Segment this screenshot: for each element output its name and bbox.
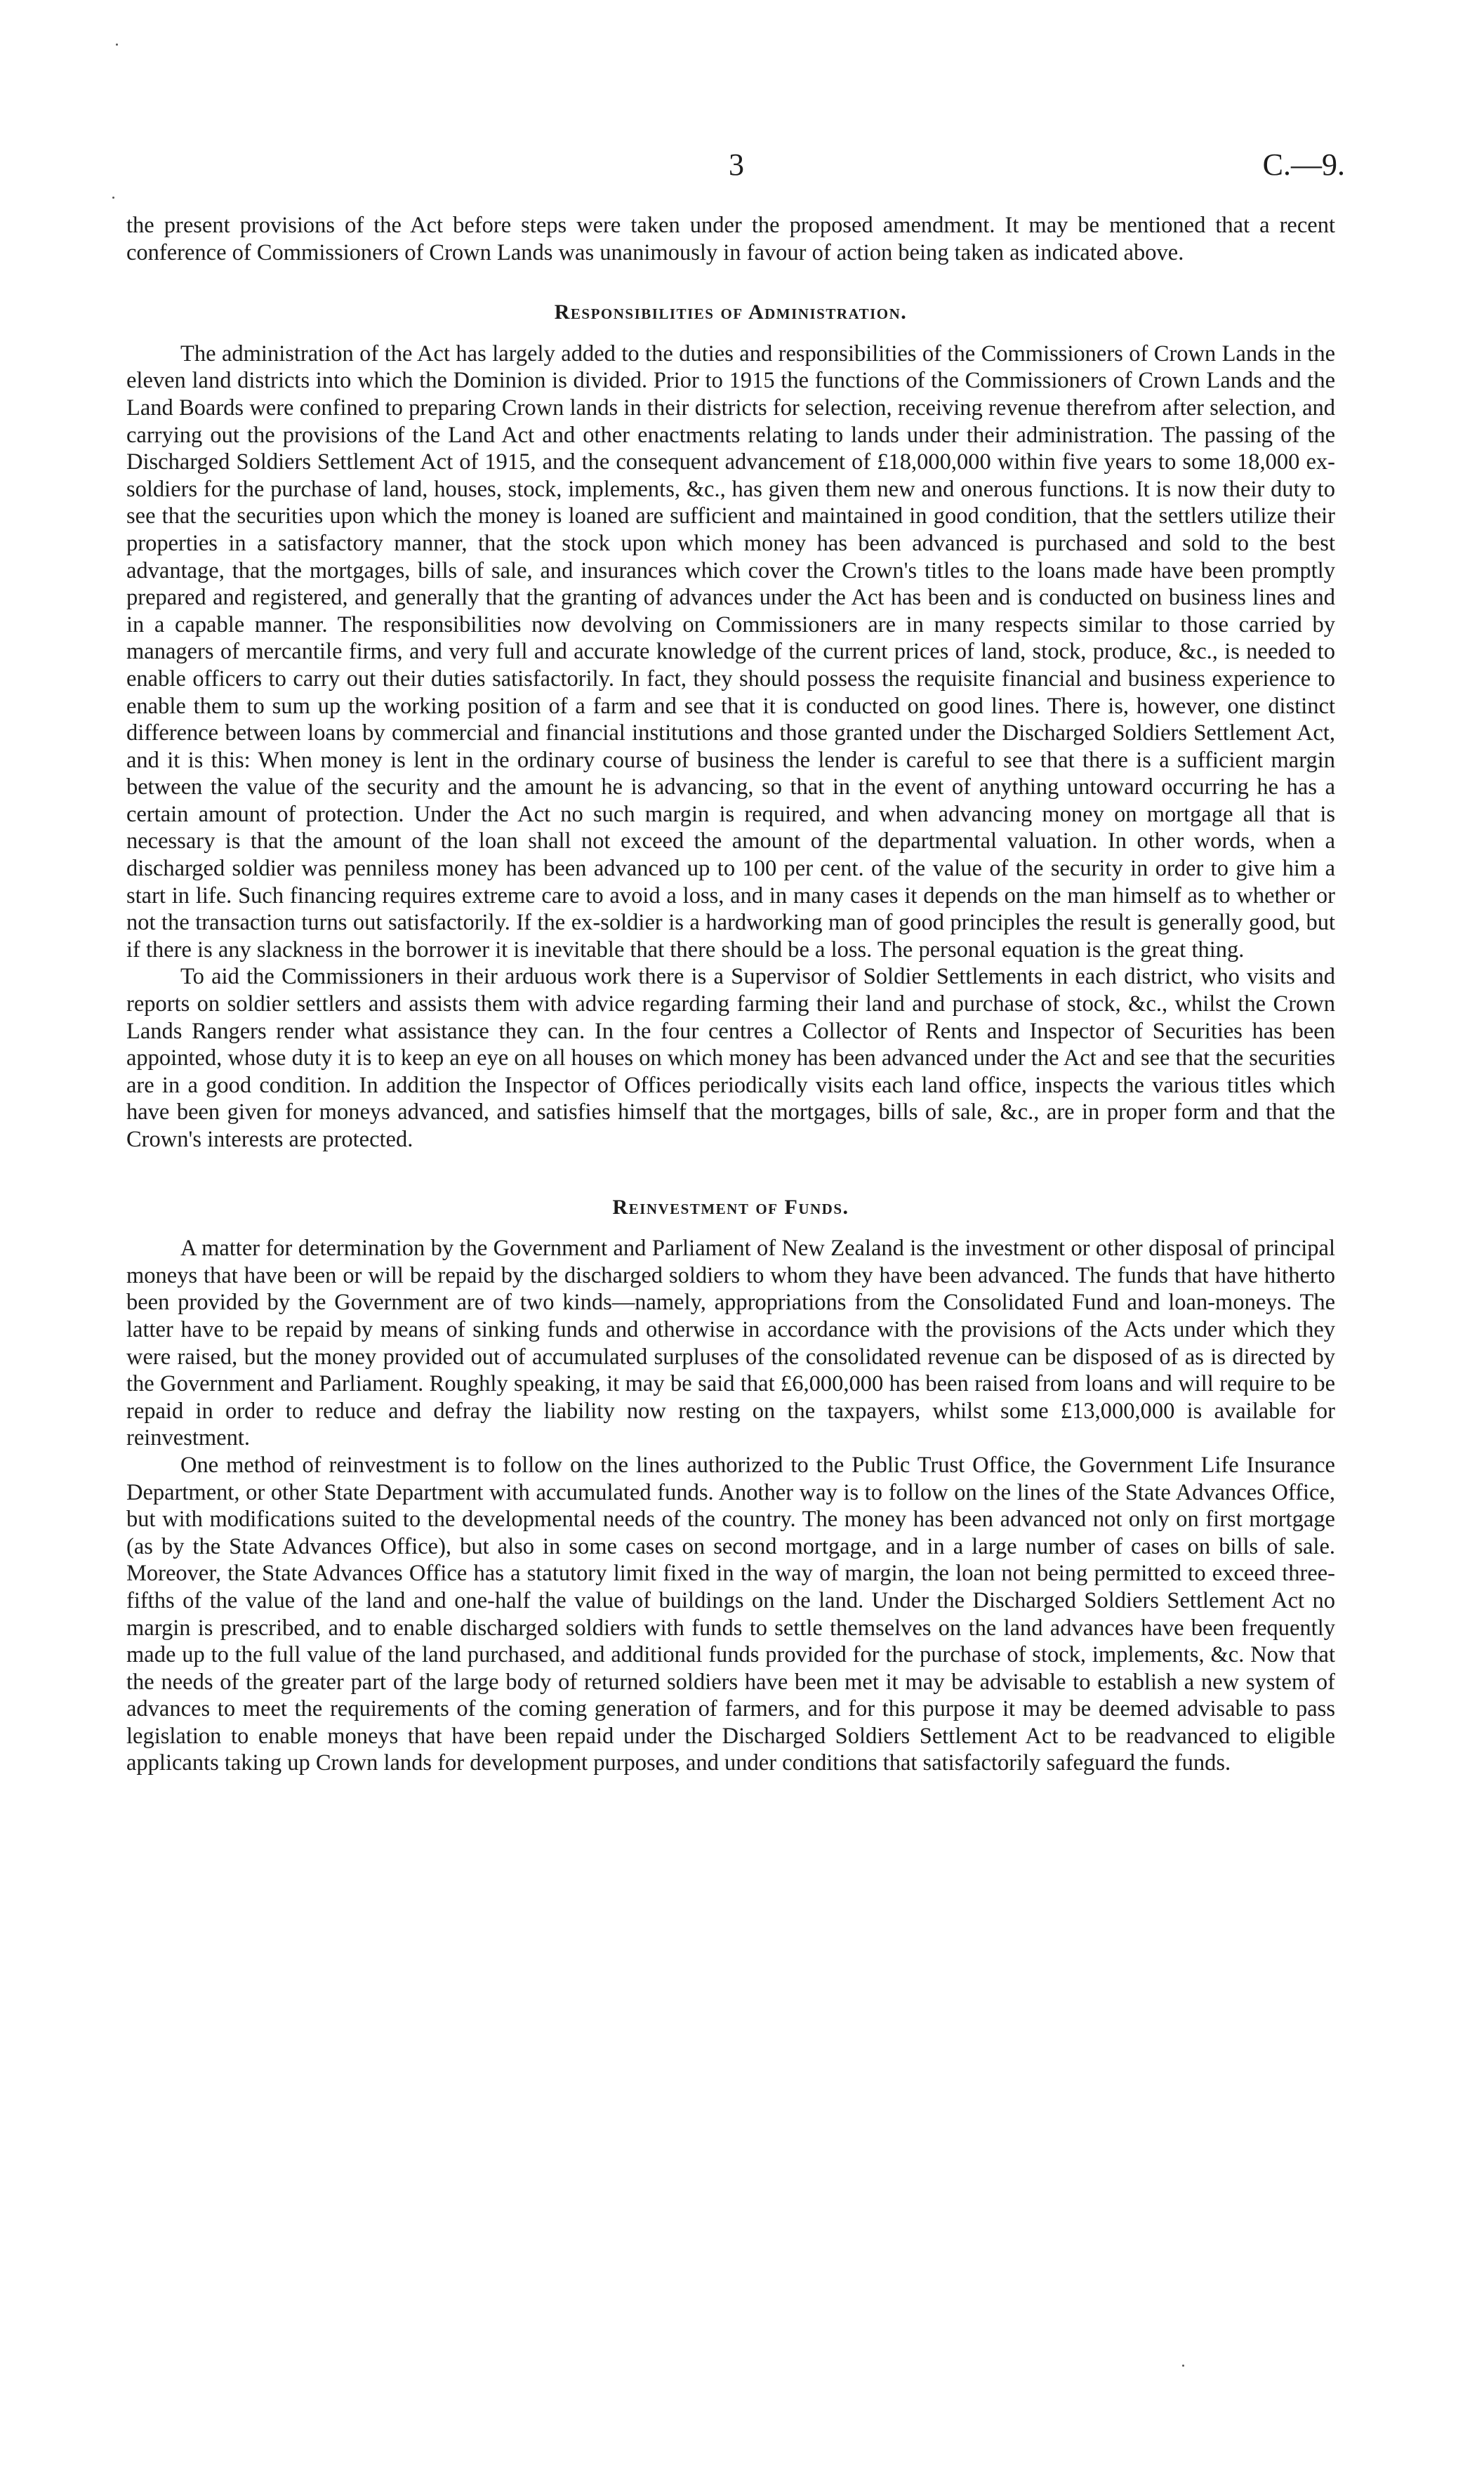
scan-speck xyxy=(112,197,114,199)
document-reference: C.—9. xyxy=(1262,147,1345,182)
responsibilities-paragraph-2: To aid the Commissioners in their arduous work there is a Supervisor of Soldier Settlements in each district, who visits and reports on soldier settlers and assists them with advice regarding farming their land and purchase of stock, &c., whilst the Crown Lands Rangers render what assistance they can. In the four centres a Collector of Rents and Inspector of Securities has been appointed, whose duty it is to keep an eye on all houses on which money has been advanced under the Act and see that the securities are in a good condition. In addition the Inspector of Offices periodically visits each land office, inspects the various titles which have been given for moneys advanced, and satisfies himself that the mortgages, bills of sale, &c., are in proper form and that the Crown's interests are protected. xyxy=(126,964,1336,1152)
responsibilities-paragraph-1: The administration of the Act has largely added to the duties and responsibilities of the Commissioners of Crown Lands in the eleven land districts into which the Dominion is divided. Prior to 1915 the functions of the Commissioners of Crown Lands and the Land Boards were confined to preparing Crown lands in their districts for selection, receiving revenue therefrom after selection, and carrying out the provisions of the Land Act and other enactments relating to lands under their administration. The passing of the Discharged Soldiers Settlement Act of 1915, and the consequent advancement of £18,000,000 within five years to some 18,000 ex-soldiers for the purchase of land, houses, stock, implements, &c., has given them new and onerous functions. It is now their duty to see that the securities upon which the money is loaned are sufficient and maintained in good condition, that the settlers utilize their properties in a satisfactory manner, that the stock upon which money has been advanced is purchased and sold to the best advantage, that the mortgages, bills of sale, and insurances which cover the Crown's titles to the loans made have been promptly prepared and registered, and generally that the granting of advances under the Act has been and is conducted on business lines and in a capable manner. The responsibilities now devolving on Commissioners are in many respects similar to those carried by managers of mercantile firms, and very full and accurate knowledge of the current prices of land, stock, produce, &c., is needed to enable officers to carry out their duties satisfactorily. In fact, they should possess the requisite financial and business experience to enable them to sum up the working position of a farm and see that it is conducted on good lines. There is, however, one distinct difference between loans by commercial and financial institutions and those granted under the Discharged Soldiers Settlement Act, and it is this: When money is lent in the ordinary course of business the lender is careful to see that there is a sufficient margin between the value of the security and the amount he is advancing, so that in the event of anything untoward occurring he has a certain amount of protection. Under the Act no such margin is required, and when advancing money on mortgage all that is necessary is that the amount of the loan shall not exceed the amount of the departmental valuation. In other words, when a discharged soldier was penniless money has been advanced up to 100 per cent. of the value of the security in order to give him a start in life. Such financing requires extreme care to avoid a loss, and in many cases it depends on the man himself as to whether or not the transaction turns out satisfactorily. If the ex-soldier is a hardworking man of good principles the result is generally good, but if there is any slackness in the borrower it is inevitable that there should be a loss. The personal equation is the great thing. xyxy=(126,341,1335,963)
reinvestment-paragraph-1: A matter for determination by the Government and Parliament of New Zealand is the investment or other disposal of principal moneys that have been or will be repaid by the discharged soldiers to whom they have been advanced. The funds that have hitherto been provided by the Government are of two kinds—namely, appropriations from the Consolidated Fund and loan-moneys. The latter have to be repaid by means of sinking funds and otherwise in accordance with the provisions of the Acts under which they were raised, but the money provided out of accumulated surpluses of the consolidated revenue can be disposed of as is directed by the Government and Parliament. Roughly speaking, it may be said that £6,000,000 has been raised from loans and will require to be repaid in order to reduce and defray the liability now resting on the taxpayers, whilst some £13,000,000 is available for reinvestment. xyxy=(126,1236,1335,1451)
scan-speck xyxy=(116,44,118,46)
document-body xyxy=(126,212,1335,1777)
scan-speck xyxy=(1182,2365,1184,2367)
section-heading-reinvestment: Reinvestment of Funds. xyxy=(612,1195,849,1219)
reinvestment-paragraph-2: One method of reinvestment is to follow on the lines authorized to the Public Trust Office, the Government Life Insurance Department, or other State Department with accumulated funds. Another way is to follow on the lines of the State Advances Office, but with modifications suited to the developmental needs of the country. The money has been advanced not only on first mortgage (as by the State Advances Office), but also in some cases on second mortgage, and in a large number of cases on bills of sale. Moreover, the State Advances Office has a statutory limit fixed in the way of margin, the loan not being permitted to exceed three-fifths of the value of the land and one-half the value of buildings on the land. Under the Discharged Soldiers Settlement Act no margin is prescribed, and to enable discharged soldiers with funds to settle themselves on the land advances have been frequently made up to the full value of the land purchased, and additional funds provided for the purchase of stock, implements, &c. Now that the needs of the greater part of the large body of returned soldiers have been met it may be advisable to establish a new system of advances to meet the requirements of the coming generation of farmers, and for this purpose it may be deemed advisable to pass legislation to enable moneys that have been repaid under the Discharged Soldiers Settlement Act to be readvanced to eligible applicants taking up Crown lands for development purposes, and under conditions that satisfactorily safeguard the funds. xyxy=(126,1452,1335,1776)
intro-paragraph: the present provisions of the Act before steps were taken under the proposed amendment. It may be mentioned that a recent conference of Commissioners of Crown Lands was unanimously in favour of action being taken as indicated above. xyxy=(126,213,1335,265)
page-number: 3 xyxy=(729,147,744,182)
page-header xyxy=(0,144,1484,186)
section-heading-responsibilities: Responsibilities of Administration. xyxy=(554,300,908,324)
